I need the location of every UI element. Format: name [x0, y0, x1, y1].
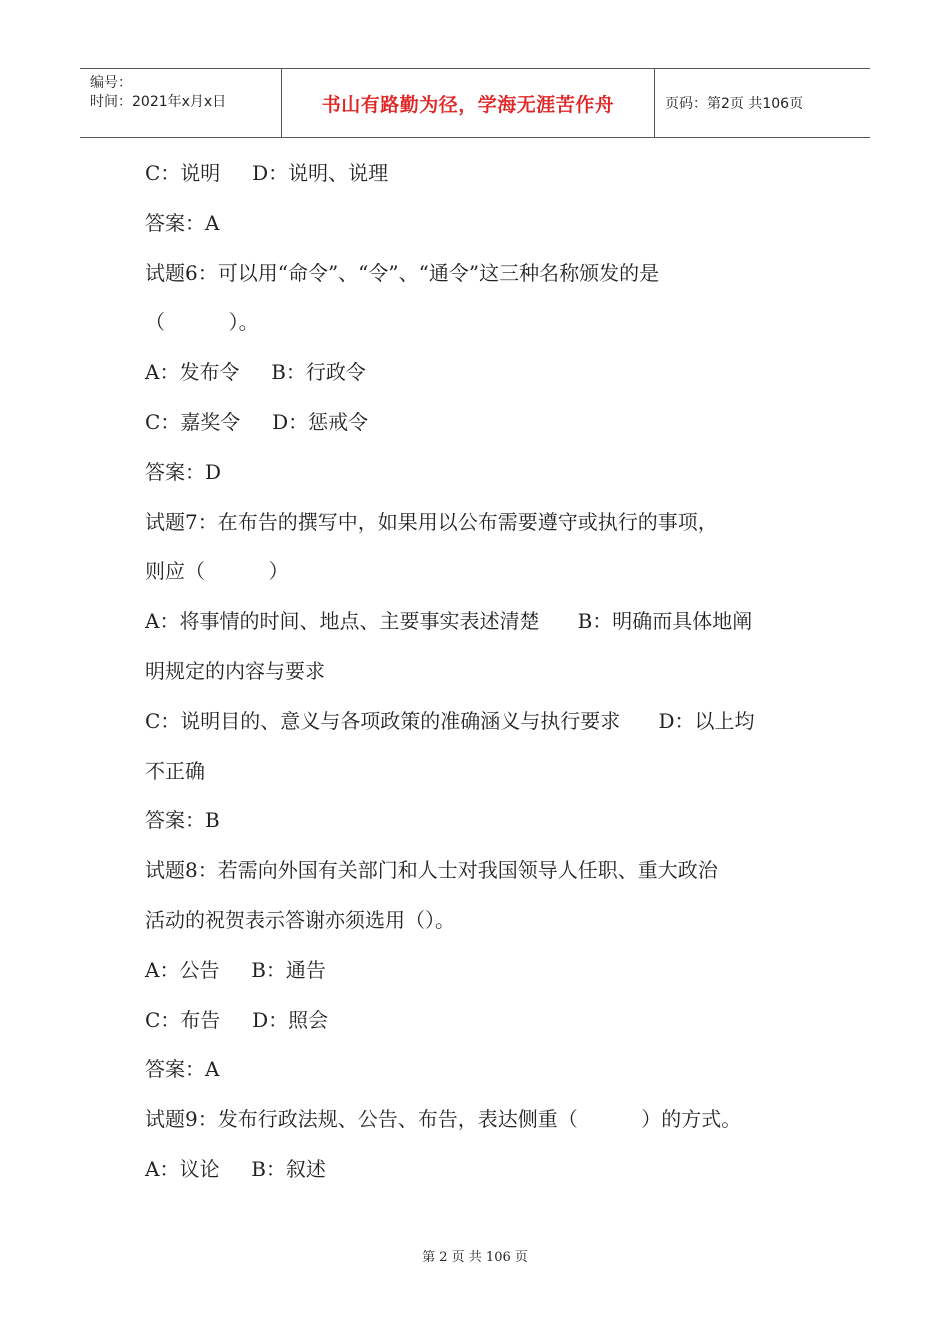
- text-line: A：发布令 B：行政令: [145, 360, 366, 385]
- page-footer: 第 2 页 共 106 页: [422, 1250, 528, 1265]
- page-header: [80, 68, 870, 138]
- document-body: [145, 155, 825, 1201]
- text-line: 试题7：在布告的撰写中，如果用以公布需要遵守或执行的事项，: [145, 509, 718, 534]
- text-line: C：说明 D：说明、说理: [145, 161, 389, 185]
- text-line: 试题6：可以用“命令”、“令”、“通令”这三种名称颁发的是: [145, 260, 660, 285]
- text-line: 答案：A: [145, 210, 220, 235]
- slogan: 书山有路勤为径，学海无涯苦作舟: [321, 93, 615, 116]
- text-line: A：议论 B：叙述: [145, 1156, 326, 1181]
- text-line: 答案：B: [145, 808, 220, 833]
- text-line: 试题9：发布行政法规、公告、布告，表达侧重（ ）的方式。: [145, 1107, 742, 1132]
- page-code: 页码：第2页 共106页: [665, 96, 804, 112]
- text-line: C：说明目的、意义与各项政策的准确涵义与执行要求 D：以上均: [145, 708, 755, 733]
- text-line: 明规定的内容与要求: [145, 658, 325, 683]
- text-line: 答案：A: [145, 1057, 220, 1082]
- text-line: A：公告 B：通告: [145, 957, 326, 982]
- text-line: 不正确: [145, 758, 205, 783]
- header-page-cell: [655, 69, 870, 137]
- header-slogan-cell: [282, 69, 655, 137]
- text-line: C：嘉奖令 D：惩戒令: [145, 409, 369, 434]
- date-label: 时间：2021年x月x日: [90, 94, 227, 110]
- text-line: C：布告 D：照会: [145, 1007, 329, 1032]
- text-line: 答案：D: [145, 459, 222, 484]
- text-line: A：将事情的时间、地点、主要事实表述清楚 B：明确而具体地阐: [145, 609, 753, 634]
- text-line: 则应（ ）: [145, 559, 289, 584]
- number-label: 编号：: [90, 75, 132, 91]
- text-line: 试题8：若需向外国有关部门和人士对我国领导人任职、重大政治: [145, 858, 718, 883]
- header-meta-cell: [80, 69, 282, 137]
- text-line: 活动的祝贺表示答谢亦须选用（）。: [145, 907, 455, 932]
- text-line: （ ）。: [145, 310, 259, 335]
